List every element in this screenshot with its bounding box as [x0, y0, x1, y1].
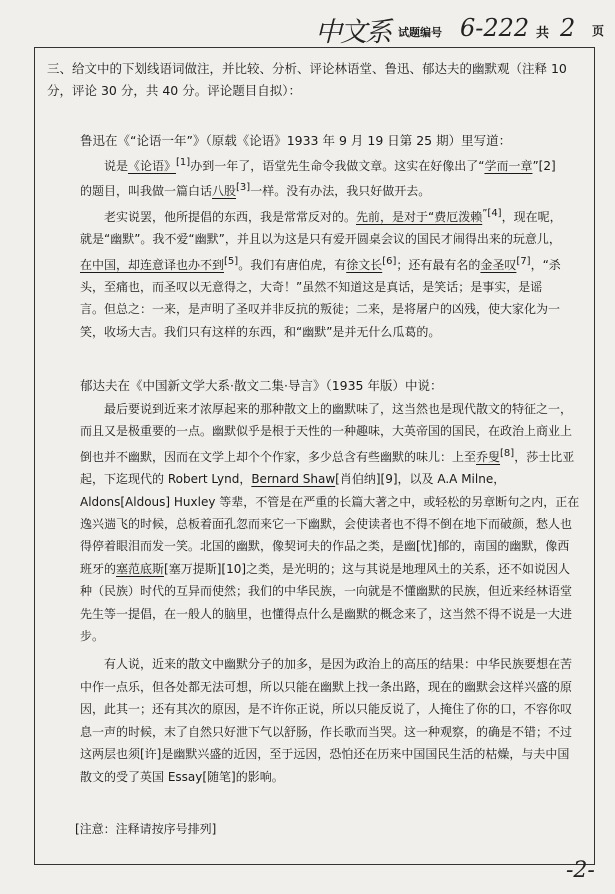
text-run: 说是	[104, 159, 129, 173]
note-ref-6: [6]	[382, 255, 397, 267]
text-run: 老实说罢，他所提倡的东西，我是常常反对的。	[104, 209, 357, 224]
note-ref-2: ”[2]	[532, 159, 556, 173]
text-run: ，现在呢，就是“幽默”。我不爱“幽默”，并且以为这是只有爱开圆桌会议的国民才闹得出来的玩意儿，	[80, 209, 562, 247]
exam-number-label: 试题编号	[398, 26, 442, 39]
handwritten-exam-number: 6-222	[460, 14, 530, 42]
text-run: 。我们有唐伯虎，有	[238, 257, 347, 272]
annotated-term-bagu: 八股	[212, 184, 237, 199]
note-ref-10: [塞万提斯][10]	[164, 561, 247, 576]
annotated-term-jinshengtan: 金圣叹	[480, 257, 517, 272]
note-ref-5: [5]	[224, 255, 239, 267]
text-run: 办到一年了，语堂先生命令我做文章。这实在好像出了“	[190, 159, 485, 173]
note-ref-7: [7]	[516, 255, 531, 267]
text-run: 之类，是光明的；这与其说是地理风土的关系，还不如说因人种（民族）时代的互异而使然；我们的中华民族，一向就是不懂幽默的民族，但近来经林语堂先生等一提倡，在一般人的脑里，也懂得点什么是幽默的概念来了，这当然不得不说是一大进步。	[80, 561, 573, 644]
note-ref-4: ”[4]	[482, 207, 502, 219]
lu-xun-quote	[80, 152, 566, 343]
yu-dafu-intro: 郁达夫在《中国新文学大系·散文二集·导言》（1935 年版）中说：	[80, 378, 443, 393]
text-run: 一样。没有办法，我只好做开去。	[250, 184, 431, 199]
text-run: ，以及 A.A Milne，Aldons[Aldous] Huxley 等辈，不管是在严重的长篇大著之中，或轻松的另章断句之内，正在逸兴遄飞的时候，总板着面孔忽而来它一下幽默，会使读者也不得不倒在地下而破颜，愁人也得停着眼泪而发一笑。北国的幽默，像契诃夫的作品之类，是幽[忧]郁的，南国的幽默，像西班牙的	[80, 472, 580, 576]
lu-xun-para-2	[80, 203, 566, 343]
annotated-term-bernard-shaw: Bernard Shaw	[251, 472, 336, 487]
yu-dafu-quote	[80, 398, 580, 788]
question-text: 三、给文中的下划线语词做注，并比较、分析、评论林语堂、鲁迅、郁达夫的幽默观（注释 10 分，评论 30 分，共 40 分。评论题目自拟）：	[47, 61, 567, 98]
text-run: 最后要说到近来才浓厚起来的那种散文上的幽默味了，这当然也是现代散文的特征之一，而且又是极重要的一点。幽默似乎是根于天性的一种趣味，大英帝国的国民，在政治上商业上倒也并不幽默，因而在文学上却个个作家，多少总含有些幽默的味儿：上至	[80, 402, 573, 464]
annotated-term-cervantes: 塞范底斯	[116, 561, 165, 576]
note-ref-1: [1]	[176, 157, 191, 168]
pages-unit-label: 页	[592, 24, 605, 38]
instruction-note: [注意：注释请按序号排列]	[75, 822, 217, 836]
note-ref-8: [8]	[500, 447, 515, 459]
text-run: ，莎士比亚起，下迄现代的 Robert Lynd，	[80, 449, 575, 487]
annotated-term-fair-play: 先前，是对于“费厄泼赖	[356, 209, 483, 224]
note-ref-9: [肖伯纳][9]	[335, 472, 398, 487]
annotated-term-xuwenchang: 徐文长	[346, 257, 383, 272]
handwritten-total-pages: 2	[560, 14, 576, 42]
page-number: -2-	[566, 858, 595, 883]
annotated-term-yiyi: 在中国，却连意译也办不到	[80, 257, 225, 272]
yu-dafu-para-1	[80, 398, 580, 647]
answer-frame	[34, 47, 595, 865]
annotated-term-chaucer: 乔叟	[476, 449, 501, 464]
total-pages-label: 共	[536, 26, 550, 41]
text-run: 的题目，叫我做一篇白话	[80, 184, 213, 199]
lu-xun-para-1	[80, 152, 566, 203]
text-run: ，“杀头，至痛也，而圣叹以无意得之，大奇！”虽然不知道这是真话，是笑话；是事实，是谣言。但总之：一来，是声明了圣叹并非反抗的叛徒；二来，是将屠户的凶残，使大家化为一笑，收场大吉。我们只有这样的东西，和“幽默”是并无什么瓜葛的。	[80, 257, 561, 339]
text-run: ；还有最有名的	[396, 257, 481, 272]
annotated-term-xueer: 学而一章	[484, 159, 533, 173]
lu-xun-intro: 鲁迅在《“论语一年”》（原载《论语》1933 年 9 月 19 日第 25 期）里写道：	[80, 133, 512, 148]
handwritten-subject: 中文系	[315, 17, 390, 48]
yu-dafu-para-2: 有人说，近来的散文中幽默分子的加多，是因为政治上的高压的结果：中华民族要想在苦中作一点乐，但各处都无法可想，所以只能在幽默上找一条出路，现在的幽默会这样兴盛的原因，此其一；还有其次的原因，是不许你正说，所以只能反说了，人掩住了你的口，不容你叹息一声的时候，末了自然只好泄下气以舒肠，作长歌而当哭。这一种观察，的确是不错；不过这两层也须[许]是幽默兴盛的近因，至于远因，恐怕还在历来中国国民生活的枯燥，与夫中国散文的受了英国 Essay[随笔]的影响。	[80, 657, 573, 784]
annotated-term-lunyu: 《论语》	[128, 159, 177, 173]
note-ref-3: [3]	[236, 182, 251, 194]
